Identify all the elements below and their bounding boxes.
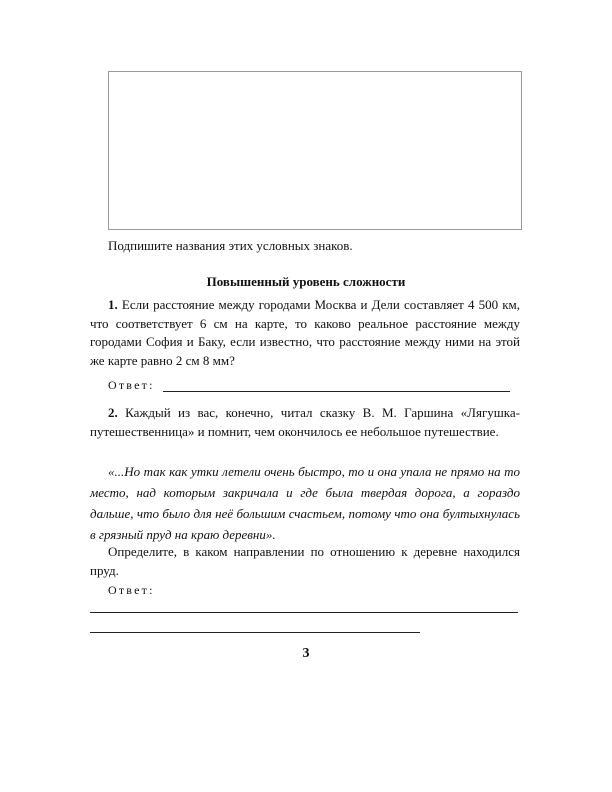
- drawing-area: [108, 71, 522, 230]
- answer-line-2b[interactable]: [90, 632, 420, 633]
- caption: Подпишите названия этих условных знаков.: [108, 238, 353, 253]
- answer-label-2: Ответ:: [108, 583, 155, 597]
- task-2-number: 2.: [108, 405, 118, 420]
- page-number: 3: [302, 646, 310, 661]
- section-title: Повышенный уровень сложности: [206, 274, 406, 289]
- task-2: [90, 404, 520, 441]
- answer-label-1: Ответ:: [108, 378, 155, 392]
- task-1-text: Если расстояние между городами Москва и Дели составляет 4 500 км, что соответствует 6 см на карте, то каково реальное расстояние между городами София и Баку, если известно, что расстояние между ними на этой же карте равно 2 см 8 мм?: [90, 297, 520, 368]
- answer-line-2a[interactable]: [90, 612, 518, 613]
- answer-line-1[interactable]: [163, 391, 510, 392]
- task-2-text: Каждый из вас, конечно, читал сказку В. М. Гаршина «Лягушка-путешественница» и помнит, чем окончилось ее небольшое путешествие.: [90, 405, 521, 439]
- task-2-question: Определите, в каком направлении по отношению к деревне находился пруд.: [90, 544, 520, 578]
- task-1-number: 1.: [108, 297, 118, 312]
- task-2-quote: «...Но так как утки летели очень быстро, то и она упала не прямо на то место, над которым закричала и где была твердая дорога, а гораздо дальше, что было для неё большим счастьем, потому что она бултыхнулась в грязный пруд на краю деревни».: [90, 464, 520, 542]
- task-1: [90, 296, 520, 370]
